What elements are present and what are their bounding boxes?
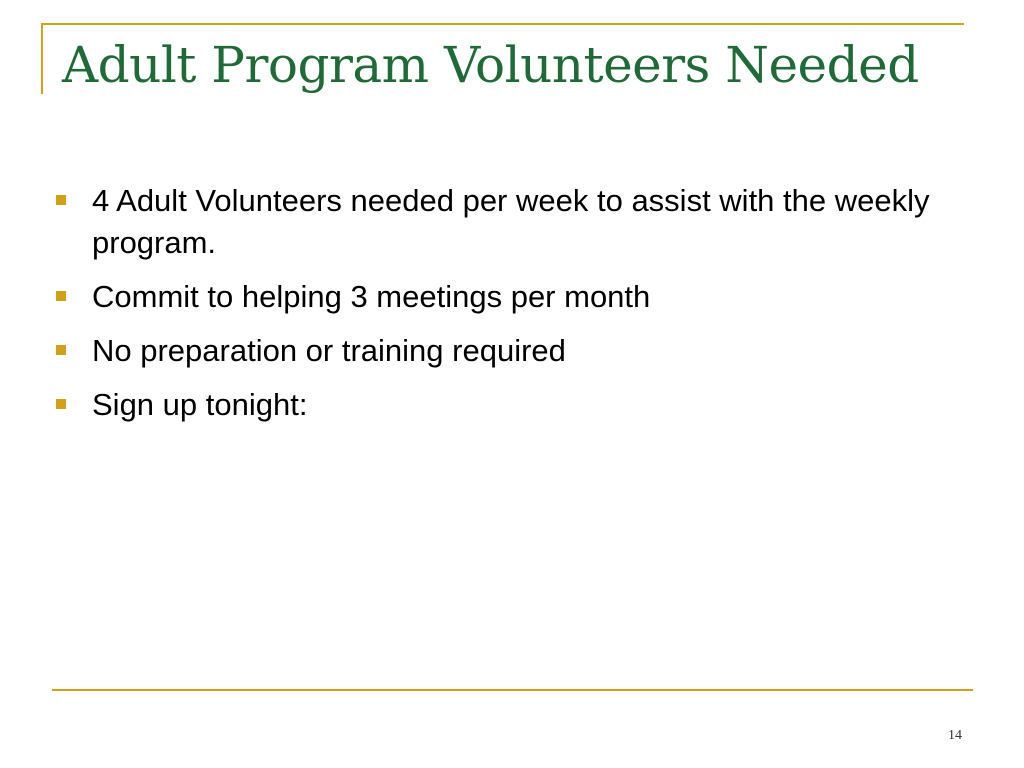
bullet-item [56, 384, 936, 426]
page-number: 14 [948, 728, 962, 743]
bullet-list [56, 180, 936, 438]
square-bullet-icon [56, 291, 66, 301]
header-frame-top-line [41, 23, 964, 25]
bullet-text: 4 Adult Volunteers needed per week to assist with the weekly program. [92, 183, 930, 260]
bullet-item [56, 330, 936, 372]
square-bullet-icon [56, 345, 66, 355]
footer-divider [52, 689, 973, 691]
square-bullet-icon [56, 399, 66, 409]
square-bullet-icon [56, 195, 66, 205]
bullet-text: Commit to helping 3 meetings per month [92, 279, 651, 314]
bullet-item [56, 276, 936, 318]
slide-title: Adult Program Volunteers Needed [62, 36, 919, 94]
bullet-item [56, 180, 936, 264]
bullet-text: No preparation or training required [92, 333, 566, 368]
bullet-text: Sign up tonight: [92, 387, 308, 422]
header-frame-left-line [41, 23, 43, 94]
